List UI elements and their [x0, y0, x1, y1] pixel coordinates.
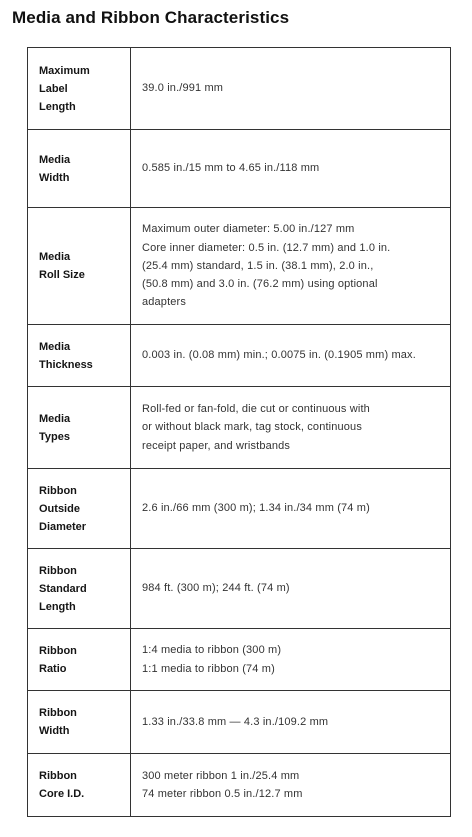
- label-line: Ratio: [39, 662, 67, 675]
- row-value-ribbon-standard-length: [131, 549, 451, 629]
- page-title: Media and Ribbon Characteristics: [12, 8, 290, 27]
- label-line: Media: [39, 340, 71, 353]
- table-row: [28, 629, 451, 691]
- value-line: 39.0 in./991 mm: [142, 82, 224, 95]
- label-line: Media: [39, 412, 71, 425]
- label-line: Maximum: [39, 64, 90, 77]
- label-line: Thickness: [39, 358, 93, 371]
- value-line: 74 meter ribbon 0.5 in./12.7 mm: [142, 788, 303, 800]
- row-value-ribbon-width: [131, 691, 451, 754]
- value-line: Roll-fed or fan-fold, die cut or continuous with: [142, 403, 370, 416]
- label-line: Media: [39, 251, 71, 263]
- row-value-media-width: [131, 130, 451, 208]
- label-line: Label: [39, 82, 68, 95]
- value-line: adapters: [142, 296, 187, 309]
- label-line: Ribbon: [39, 564, 77, 577]
- value-line: Maximum outer diameter: 5.00 in./127 mm: [142, 223, 355, 236]
- table-row: [28, 130, 451, 208]
- label-line: Width: [39, 725, 70, 737]
- value-line: receipt paper, and wristbands: [142, 439, 291, 452]
- row-label-media-thickness: [28, 325, 131, 387]
- label-line: Ribbon: [39, 644, 77, 657]
- table-row: [28, 549, 451, 629]
- row-value-ribbon-core-id: [131, 754, 451, 817]
- row-label-ribbon-core-id: [28, 754, 131, 817]
- value-line: 1:1 media to ribbon (74 m): [142, 662, 275, 675]
- table-row: [28, 325, 451, 387]
- table-row: [28, 691, 451, 754]
- row-value-media-roll-size: [131, 208, 451, 325]
- value-line: 1.33 in./33.8 mm — 4.3 in./109.2 mm: [142, 715, 329, 728]
- table-row: [28, 208, 451, 325]
- label-line: Length: [39, 600, 76, 613]
- row-value-ribbon-outside-diameter: [131, 469, 451, 549]
- row-value-ribbon-ratio: [131, 629, 451, 691]
- label-line: Diameter: [39, 520, 87, 533]
- value-line: or without black mark, tag stock, continuous: [142, 421, 362, 434]
- label-line: Width: [39, 171, 70, 184]
- table-row: [28, 387, 451, 469]
- label-line: Standard: [39, 582, 87, 595]
- value-line: 2.6 in./66 mm (300 m); 1.34 in./34 mm (74 m): [142, 502, 370, 515]
- row-label-media-roll-size: [28, 208, 131, 325]
- table-row: [28, 469, 451, 549]
- row-label-media-types: [28, 387, 131, 469]
- value-line: 0.585 in./15 mm to 4.65 in./118 mm: [142, 162, 320, 175]
- label-line: Ribbon: [39, 770, 77, 782]
- label-line: Core I.D.: [39, 788, 85, 800]
- value-line: Core inner diameter: 0.5 in. (12.7 mm) and 1.0 in.: [142, 241, 391, 254]
- row-label-maximum-label-length: [28, 48, 131, 130]
- table-row: [28, 754, 451, 817]
- value-line: 984 ft. (300 m); 244 ft. (74 m): [142, 582, 290, 595]
- value-line: (25.4 mm) standard, 1.5 in. (38.1 mm), 2.0 in.,: [142, 259, 374, 272]
- label-line: Outside: [39, 502, 80, 515]
- row-value-media-types: [131, 387, 451, 469]
- label-line: Ribbon: [39, 707, 77, 719]
- value-line: (50.8 mm) and 3.0 in. (76.2 mm) using optional: [142, 278, 378, 291]
- value-line: 1:4 media to ribbon (300 m): [142, 644, 282, 657]
- row-value-maximum-label-length: [131, 48, 451, 130]
- row-label-media-width: [28, 130, 131, 208]
- row-label-ribbon-width: [28, 691, 131, 754]
- row-label-ribbon-outside-diameter: [28, 469, 131, 549]
- label-line: Ribbon: [39, 484, 77, 497]
- specifications-table: [27, 47, 451, 817]
- label-line: Types: [39, 430, 70, 443]
- value-line: 300 meter ribbon 1 in./25.4 mm: [142, 769, 300, 782]
- row-label-ribbon-standard-length: [28, 549, 131, 629]
- label-line: Length: [39, 100, 76, 113]
- value-line: 0.003 in. (0.08 mm) min.; 0.0075 in. (0.1905 mm) max.: [142, 349, 416, 362]
- label-line: Media: [39, 153, 71, 166]
- row-label-ribbon-ratio: [28, 629, 131, 691]
- row-value-media-thickness: [131, 325, 451, 387]
- label-line: Roll Size: [39, 269, 85, 281]
- table-row: [28, 48, 451, 130]
